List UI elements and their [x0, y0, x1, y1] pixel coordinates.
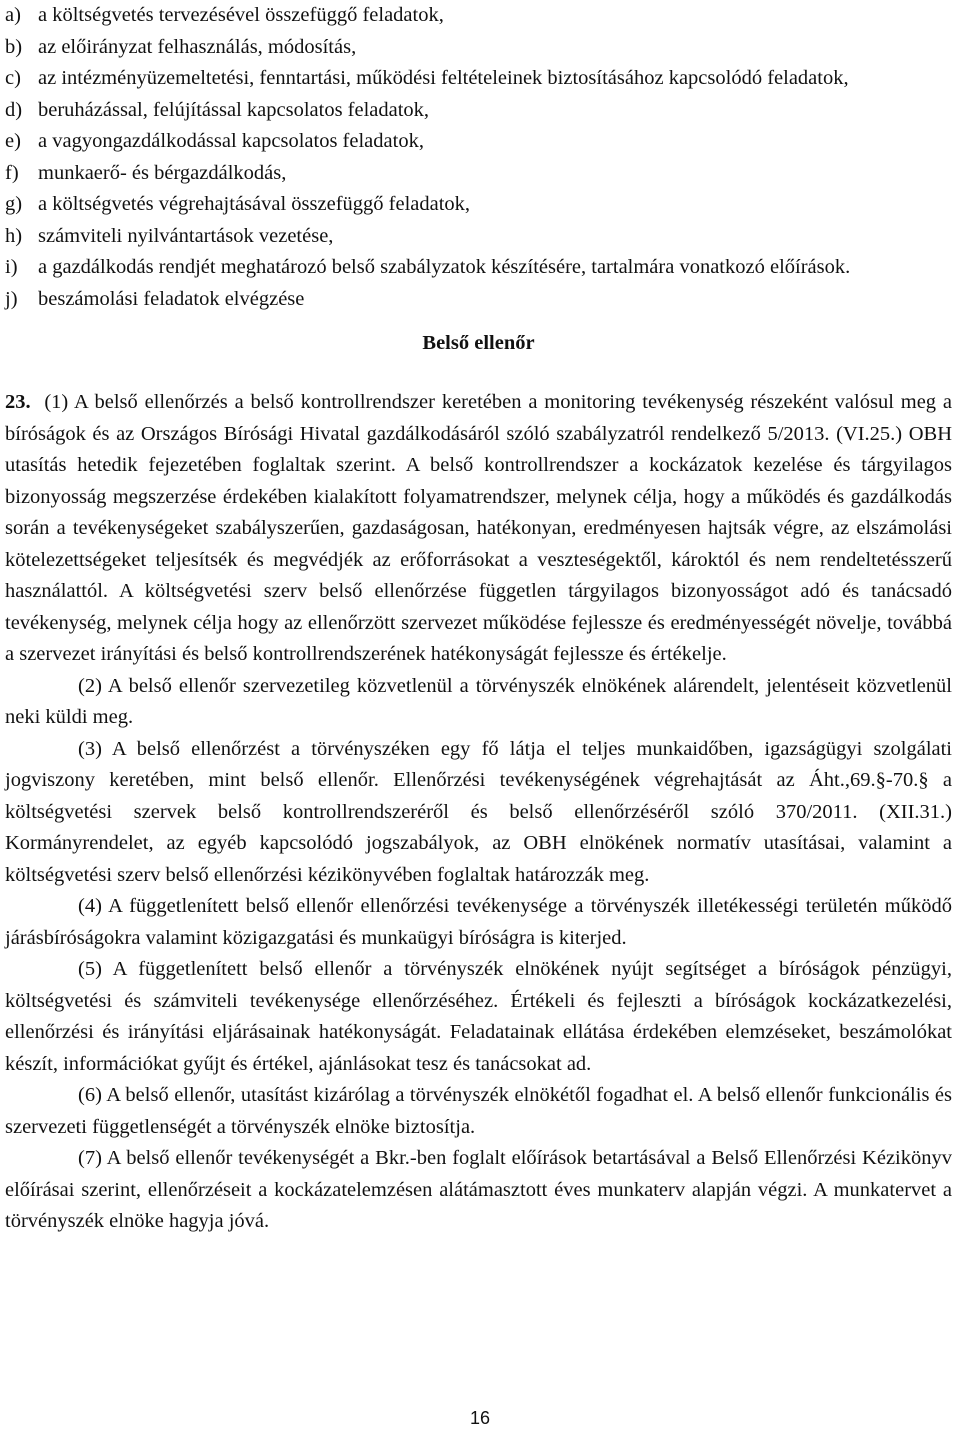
list-item-text: a költségvetés végrehajtásával összefüggő feladatok,	[38, 193, 471, 215]
list-item-text: munkaerő- és bérgazdálkodás,	[38, 161, 287, 184]
paragraph-4: (4) A függetlenített belső ellenőr ellenőrzési tevékenysége a törvényszék illetékességi területén működő járásbíróságokra valamint közigazgatási és munkaügyi bíróságra is kiterjed.	[5, 895, 952, 949]
list-item-letter: i)	[5, 256, 18, 278]
section-heading: Belső ellenőr	[422, 332, 535, 354]
list-item	[5, 63, 952, 95]
list-item-letter: j)	[5, 287, 18, 310]
list-item-letter: h)	[5, 224, 23, 247]
paragraph-2: (2) A belső ellenőr szervezetileg közvetlenül a törvényszék elnökének alárendelt, jelentéseit közvetlenül neki küldi meg.	[5, 674, 952, 728]
list-item-text: beszámolási feladatok elvégzése	[38, 287, 305, 310]
list-item	[5, 284, 952, 316]
paragraph-1	[5, 387, 952, 671]
list-item-text: a vagyongazdálkodással kapcsolatos feladatok,	[38, 130, 424, 152]
list-item-letter: f)	[5, 161, 19, 184]
list-item	[5, 95, 952, 127]
list-item-letter: b)	[5, 35, 23, 58]
list-item-text: a költségvetés tervezésével összefüggő feladatok,	[38, 4, 444, 26]
task-list	[5, 0, 952, 315]
list-item	[5, 252, 952, 284]
list-item	[5, 32, 952, 64]
list-item	[5, 158, 952, 190]
page-number: 16	[469, 1408, 491, 1428]
list-item	[5, 221, 952, 253]
list-item-letter: c)	[5, 67, 21, 89]
list-item-text: számviteli nyilvántartások vezetése,	[38, 224, 334, 247]
paragraph-5: (5) A függetlenített belső ellenőr a törvényszék elnökének nyújt segítséget a bíróságok pénzügyi, költségvetési és számviteli tevékenysége ellenőrzéséhez. Értékeli és fejleszti a bíróságok kockázatkezelési, ellenőrzési és irányítási eljárásainak hatékonyságát. Feladatainak ellátása érdekében elemzéseket, beszámolókat készít, információkat gyűjt és értékel, ajánlásokat tesz és tanácsokat ad.	[5, 958, 952, 1075]
paragraph-1-text: (1) A belső ellenőrzés a belső kontrollrendszer keretében a monitoring tevékenység részeként valósul meg a bíróságok és az Országos Bírósági Hivatal gazdálkodásáról szóló szabályzatról rendelkező 5/2013. (VI.25.) OBH utasítás hetedik fejezetében foglaltak szerint. A belső kontrollrendszer a kockázatok kezelése és tárgyilagos bizonyosság megszerzése érdekében kialakított folyamatrendszer, melynek célja, hogy a működés és gazdálkodás során a tevékenységeket szabályszerűen, gazdaságosan, hatékonyan, eredményesen hajtsák végre, az elszámolási kötelezettségeket teljesítsék és megvédjék az erőforrásokat a veszteségektől, károktól és nem rendeltetésszerű használattól. A költségvetési szerv belső ellenőrzése független tárgyilagos bizonyosságot adó és tanácsadó tevékenység, melynek célja hogy az ellenőrzött szervezet működése fejlessze és eredményességét növelje, továbbá a szervezet irányítási és belső kontrollrendszerének hatékonyságát fejlessze és értékelje.	[5, 391, 953, 665]
list-item	[5, 0, 952, 32]
paragraph-7: (7) A belső ellenőr tevékenységét a Bkr.-ben foglalt előírások betartásával a Belső Ellenőrzési Kézikönyv előírásai szerint, ellenőrzéseit a kockázatelemzésen alátámasztott éves munkaterv alapján végzi. A munkatervet a törvényszék elnöke hagyja jóvá.	[5, 1147, 952, 1232]
paragraph-3: (3) A belső ellenőrzést a törvényszéken egy fő látja el teljes munkaidőben, igazságügyi szolgálati jogviszony keretében, mint belső ellenőr. Ellenőrzési tevékenységének végrehajtását az Áht.,69.§-70.§ a költségvetési szervek belső kontrollrendszeréről és belső ellenőrzéséről szóló 370/2011. (XII.31.) Kormányrendelet, az egyéb kapcsolódó jogszabályok, az OBH elnökének normatív utasításai, valamint a költségvetési szerv belső ellenőrzési kézikönyvében foglaltak határozzák meg.	[5, 737, 952, 886]
list-item-letter: a)	[5, 4, 21, 26]
list-item-text: a gazdálkodás rendjét meghatározó belső szabályzatok készítésére, tartalmára vonatkozó előírások.	[38, 256, 851, 278]
section-number: 23.	[5, 391, 31, 413]
list-item	[5, 126, 952, 158]
list-item	[5, 189, 952, 221]
list-item-letter: g)	[5, 193, 23, 215]
list-item-letter: d)	[5, 98, 23, 121]
list-item-letter: e)	[5, 130, 21, 152]
list-item-text: beruházással, felújítással kapcsolatos feladatok,	[38, 98, 430, 121]
list-item-text: az előirányzat felhasználás, módosítás,	[38, 35, 357, 58]
list-item-text: az intézményüzemeltetési, fenntartási, működési feltételeinek biztosításához kapcsolódó feladatok,	[38, 67, 849, 89]
paragraph-6: (6) A belső ellenőr, utasítást kizárólag a törvényszék elnökétől fogadhat el. A belső ellenőr funkcionális és szervezeti függetlenségét a törvényszék elnöke biztosítja.	[5, 1084, 952, 1138]
